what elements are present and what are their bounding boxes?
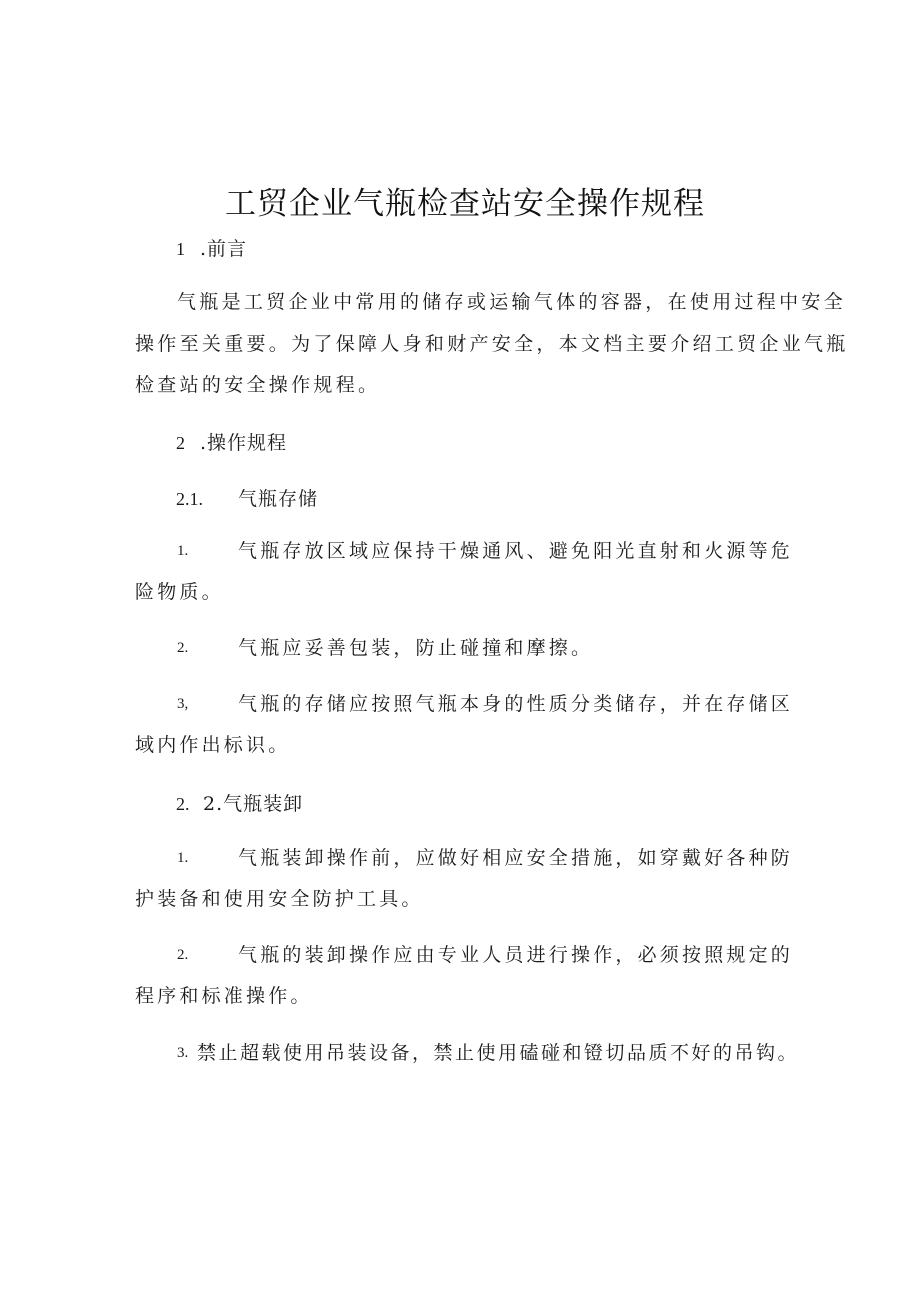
handling-item-3-line-1: 禁止超载使用吊装设备，禁止使用磕碰和镫切品质不好的吊钩。 [197, 1042, 800, 1064]
intro-line-3: 检查站的安全操作规程。 [135, 374, 381, 396]
section-2-number: 2 [176, 433, 185, 453]
handling-item-1-line-2: 护装备和使用安全防护工具。 [135, 888, 424, 910]
subsection-2-2-heading: 2.气瓶装卸 [203, 793, 304, 815]
storage-item-1-number: 1. [177, 543, 189, 559]
subsection-2-1-heading: 气瓶存储 [238, 488, 319, 510]
handling-item-2-line-1: 气瓶的装卸操作应由专业人员进行操作，必须按照规定的 [238, 944, 794, 966]
storage-item-3-line-1: 气瓶的存储应按照气瓶本身的性质分类储存，并在存储区 [238, 693, 794, 715]
intro-line-1: 气瓶是工贸企业中常用的储存或运输气体的容器，在使用过程中安全 [177, 291, 847, 313]
section-1-heading: .前言 [200, 238, 248, 260]
subsection-2-2-number: 2. [176, 794, 190, 814]
storage-item-2-number: 2. [177, 640, 189, 656]
intro-line-2: 操作至关重要。为了保障人身和财产安全，本文档主要介绍工贸企业气瓶 [135, 333, 849, 355]
storage-item-2-line-1: 气瓶应妥善包装，防止碰撞和摩擦。 [238, 637, 594, 659]
section-1-number: 1 [176, 239, 185, 259]
storage-item-3-line-2: 域内作出标识。 [135, 734, 291, 756]
handling-item-1-line-1: 气瓶装卸操作前，应做好相应安全措施，如穿戴好各种防 [238, 847, 794, 869]
handling-item-1-number: 1. [177, 850, 189, 866]
handling-item-3-number: 3. [177, 1045, 189, 1061]
subsection-2-1-number: 2.1. [176, 489, 203, 509]
handling-item-2-number: 2. [177, 947, 189, 963]
document-title: 工贸企业气瓶检查站安全操作规程 [225, 186, 705, 222]
storage-item-1-line-1: 气瓶存放区域应保持干燥通风、避免阳光直射和火源等危 [238, 540, 794, 562]
section-2-heading: .操作规程 [200, 432, 288, 454]
handling-item-2-line-2: 程序和标准操作。 [135, 985, 313, 1007]
storage-item-1-line-2: 险物质。 [135, 581, 224, 603]
storage-item-3-number: 3, [177, 696, 189, 712]
